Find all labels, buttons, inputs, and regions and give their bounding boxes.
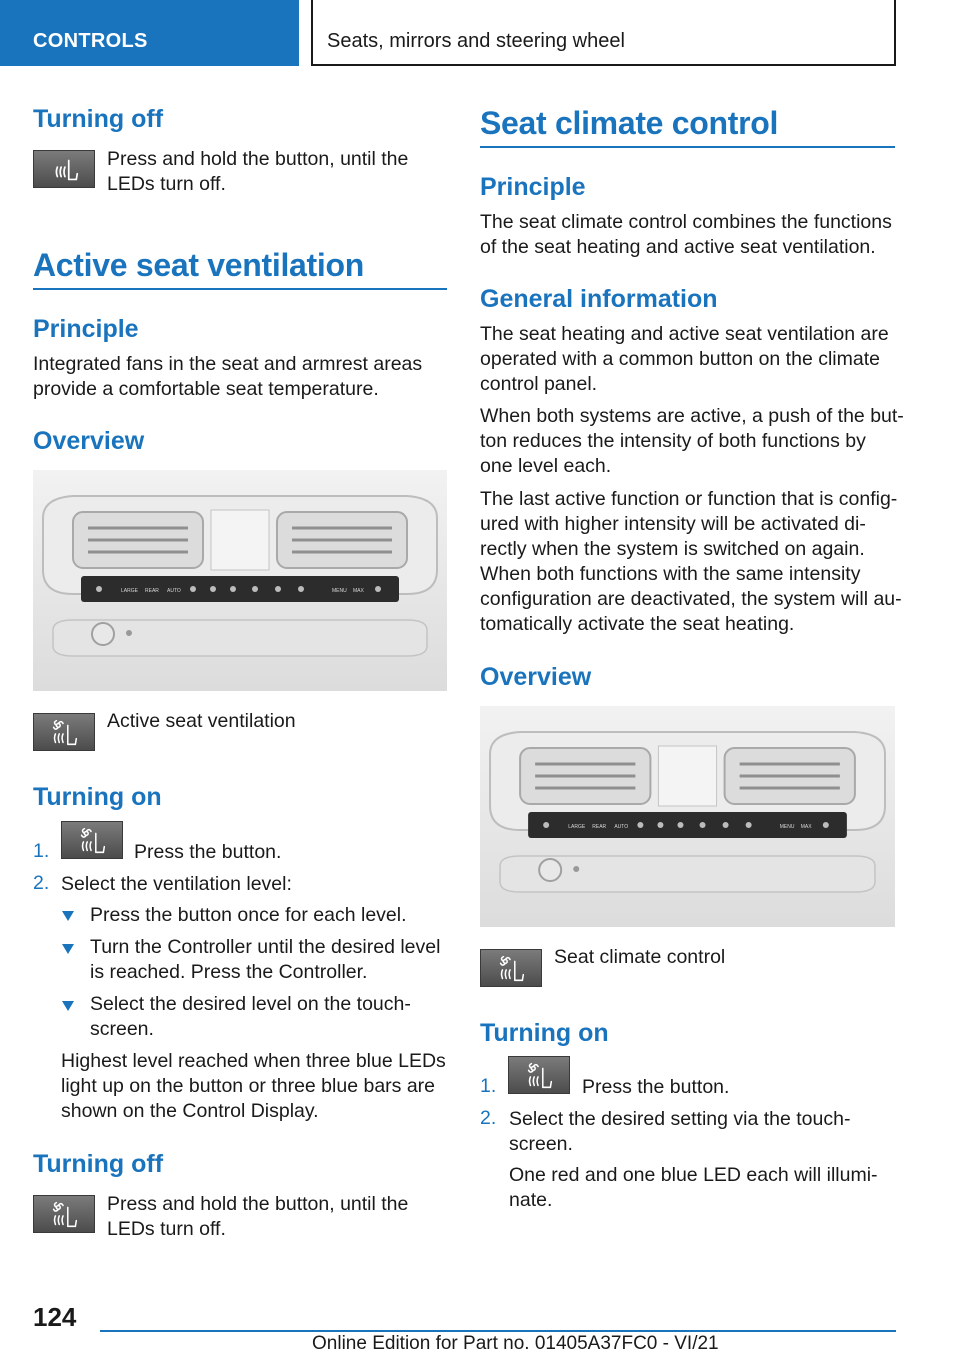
climate-step-2-text: Select the desired setting via the touch- screen. (509, 1108, 851, 1155)
seat-ventilation-button-icon (61, 821, 123, 859)
step-1-number: 1. (33, 840, 50, 862)
heading-principle-ventilation: Principle (33, 315, 139, 343)
panel-label-rear: REAR (592, 824, 607, 830)
ventilation-level-note: Highest level reached when three blue LEDs light up on the button or three blue bars are shown on the Control Display. (61, 1050, 446, 1122)
overview-caption-climate: Seat climate control (554, 946, 726, 968)
footer-edition: Online Edition for Part no. 01405A37FC0 - VI/21 (312, 1333, 719, 1354)
title-active-seat-ventilation: Active seat ventilation (33, 247, 364, 283)
header-section-label: CONTROLS (33, 30, 148, 52)
bullet-triangle-icon (62, 1001, 74, 1011)
step-2-number: 2. (33, 872, 50, 894)
climate-step-2-number: 2. (480, 1107, 497, 1129)
general-paragraph-2: When both systems are active, a push of the but- ton reduces the intensity of both functions by one level each. (480, 405, 904, 477)
seat-heating-button-icon (33, 150, 95, 188)
seat-climate-button-icon (480, 949, 542, 987)
heading-turning-off-ventilation: Turning off (33, 1150, 164, 1178)
heading-overview-climate: Overview (480, 663, 592, 691)
seat-ventilation-button-icon (33, 1195, 95, 1233)
bullet-3-text: Select the desired level on the touch- screen. (90, 993, 411, 1040)
heading-turning-on-climate: Turning on (480, 1019, 609, 1047)
climate-panel-photo-right (480, 706, 895, 927)
panel-label-max: MAX (800, 824, 812, 830)
title-rule (33, 288, 447, 290)
panel-label-max: MAX (353, 588, 364, 594)
climate-panel-photo-left (33, 470, 447, 691)
panel-label-auto: AUTO (167, 588, 181, 594)
heading-turning-off-heating: Turning off (33, 105, 164, 133)
seat-climate-button-icon (508, 1056, 570, 1094)
heading-overview-ventilation: Overview (33, 427, 145, 455)
panel-label-auto: AUTO (614, 824, 629, 830)
header-chapter-label: Seats, mirrors and steering wheel (327, 30, 625, 52)
footer-rule (100, 1330, 896, 1332)
header-section-tab (0, 0, 299, 66)
turning-off-ventilation-text: Press and hold the button, until the LEDs turn off. (107, 1193, 409, 1240)
bullet-1-text: Press the button once for each level. (90, 904, 407, 926)
heading-general-information: General information (480, 285, 718, 313)
panel-label-menu: MENU (779, 824, 795, 830)
panel-label-large: LARGE (568, 824, 586, 830)
general-paragraph-3: The last active function or function that is config- ured with higher intensity will be activated di- rectly when the system is switched on again. When both functions with the same intensity configuration are deactivated, the system will au- tomatically activate the seat heating. (480, 488, 902, 635)
heading-turning-on-ventilation: Turning on (33, 783, 162, 811)
panel-label-menu: MENU (332, 588, 347, 594)
bullet-triangle-icon (62, 911, 74, 921)
heading-principle-climate: Principle (480, 173, 586, 201)
panel-label-large: LARGE (121, 588, 138, 594)
seat-ventilation-button-icon (33, 713, 95, 751)
climate-step-1-number: 1. (480, 1075, 497, 1097)
bullet-triangle-icon (62, 944, 74, 954)
step-1-text: Press the button. (134, 841, 282, 863)
header-chapter-box (311, 0, 896, 66)
climate-led-note: One red and one blue LED each will illumi- nate. (509, 1164, 878, 1211)
title-rule (480, 146, 895, 148)
step-2-text: Select the ventilation level: (61, 873, 292, 895)
overview-caption-ventilation: Active seat ventilation (107, 710, 296, 732)
page-number: 124 (33, 1302, 77, 1332)
principle-climate-text: The seat climate control combines the functions of the seat heating and active seat ventilation. (480, 211, 892, 258)
turning-off-heating-text: Press and hold the button, until the LEDs turn off. (107, 148, 409, 195)
title-seat-climate-control: Seat climate control (480, 105, 779, 141)
climate-step-1-text: Press the button. (582, 1076, 730, 1098)
general-paragraph-1: The seat heating and active seat ventilation are operated with a common button on the climate control panel. (480, 323, 889, 395)
panel-label-rear: REAR (145, 588, 159, 594)
bullet-2-text: Turn the Controller until the desired level is reached. Press the Controller. (90, 936, 441, 983)
principle-ventilation-text: Integrated fans in the seat and armrest areas provide a comfortable seat temperature. (33, 353, 423, 400)
